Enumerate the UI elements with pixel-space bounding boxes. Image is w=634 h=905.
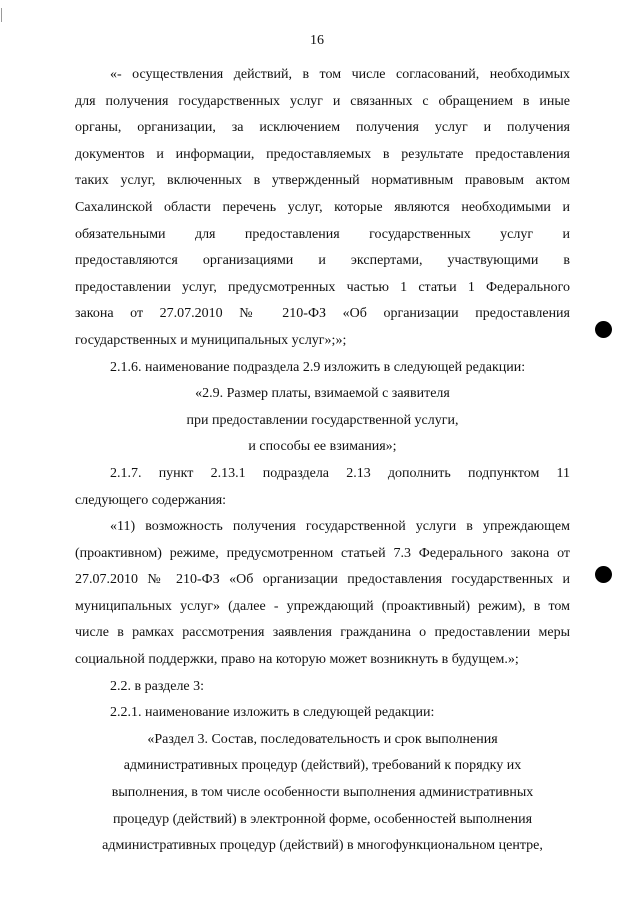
text-line: 2.1.6. наименование подраздела 2.9 изложить в следующей редакции:: [110, 359, 526, 375]
section-title-line: административных процедур (действий), требований к порядку их: [123, 758, 522, 774]
text-line: предоставляются организациями и экспертами, участвующими в: [75, 253, 570, 269]
section-title-line: административных процедур (действий) в многофункциональном центре,: [102, 838, 543, 854]
text-line: 2.2.1. наименование изложить в следующей редакции:: [110, 705, 435, 721]
text-line: «11) возможность получения государственной услуги в упреждающем: [110, 519, 570, 535]
scan-edge-mark: [1, 8, 2, 22]
document-body: [75, 62, 570, 860]
section-title-line: «Раздел 3. Состав, последовательность и срок выполнения: [147, 731, 498, 747]
text-line: предоставлении услуг, предусмотренных частью 1 статьи 1 Федерального: [75, 279, 570, 295]
subsection-title-line: при предоставлении государственной услуги,: [186, 412, 459, 428]
subsection-title-line: «2.9. Размер платы, взимаемой с заявителя: [195, 386, 450, 402]
text-line: закона от 27.07.2010 № 210-ФЗ «Об организации предоставления: [75, 306, 570, 322]
text-line: государственных и муниципальных услуг»;»;: [75, 332, 347, 348]
text-line: обязательными для предоставления государственных услуг и: [75, 226, 570, 242]
text-line: 2.2. в разделе 3:: [110, 678, 205, 694]
text-line: (проактивном) режиме, предусмотренном статьей 7.3 Федерального закона от: [75, 545, 570, 561]
text-line: следующего содержания:: [75, 492, 227, 508]
text-line: для получения государственных услуг и связанных с обращением в иные: [75, 93, 570, 109]
text-line: органы, организации, за исключением получения услуг и получения: [75, 120, 570, 136]
page-number: 16: [310, 33, 324, 48]
text-line: таких услуг, включенных в утвержденный нормативным правовым актом: [75, 173, 570, 189]
text-line: «- осуществления действий, в том числе согласований, необходимых: [110, 67, 570, 82]
subsection-title-line: и способы ее взимания»;: [248, 439, 397, 455]
text-line: 27.07.2010 № 210-ФЗ «Об организации предоставления государственных и: [75, 572, 570, 588]
text-line: документов и информации, предоставляемых в результате предоставления: [75, 146, 570, 162]
text-line: социальной поддержки, право на которую может возникнуть в будущем.»;: [75, 652, 519, 668]
text-line: Сахалинской области перечень услуг, которые являются необходимыми и: [75, 199, 570, 215]
punch-hole-mark: [595, 321, 612, 338]
text-line: числе в рамках рассмотрения заявления гражданина о предоставлении меры: [75, 625, 570, 641]
text-line: муниципальных услуг» (далее - упреждающий (проактивный) режим), в том: [75, 598, 570, 614]
section-title-line: процедур (действий) в электронной форме, особенностей выполнения: [112, 811, 533, 827]
punch-hole-mark: [595, 566, 612, 583]
section-title-line: выполнения, в том числе особенности выполнения административных: [111, 785, 534, 801]
text-line: 2.1.7. пункт 2.13.1 подраздела 2.13 дополнить подпунктом 11: [110, 465, 570, 481]
